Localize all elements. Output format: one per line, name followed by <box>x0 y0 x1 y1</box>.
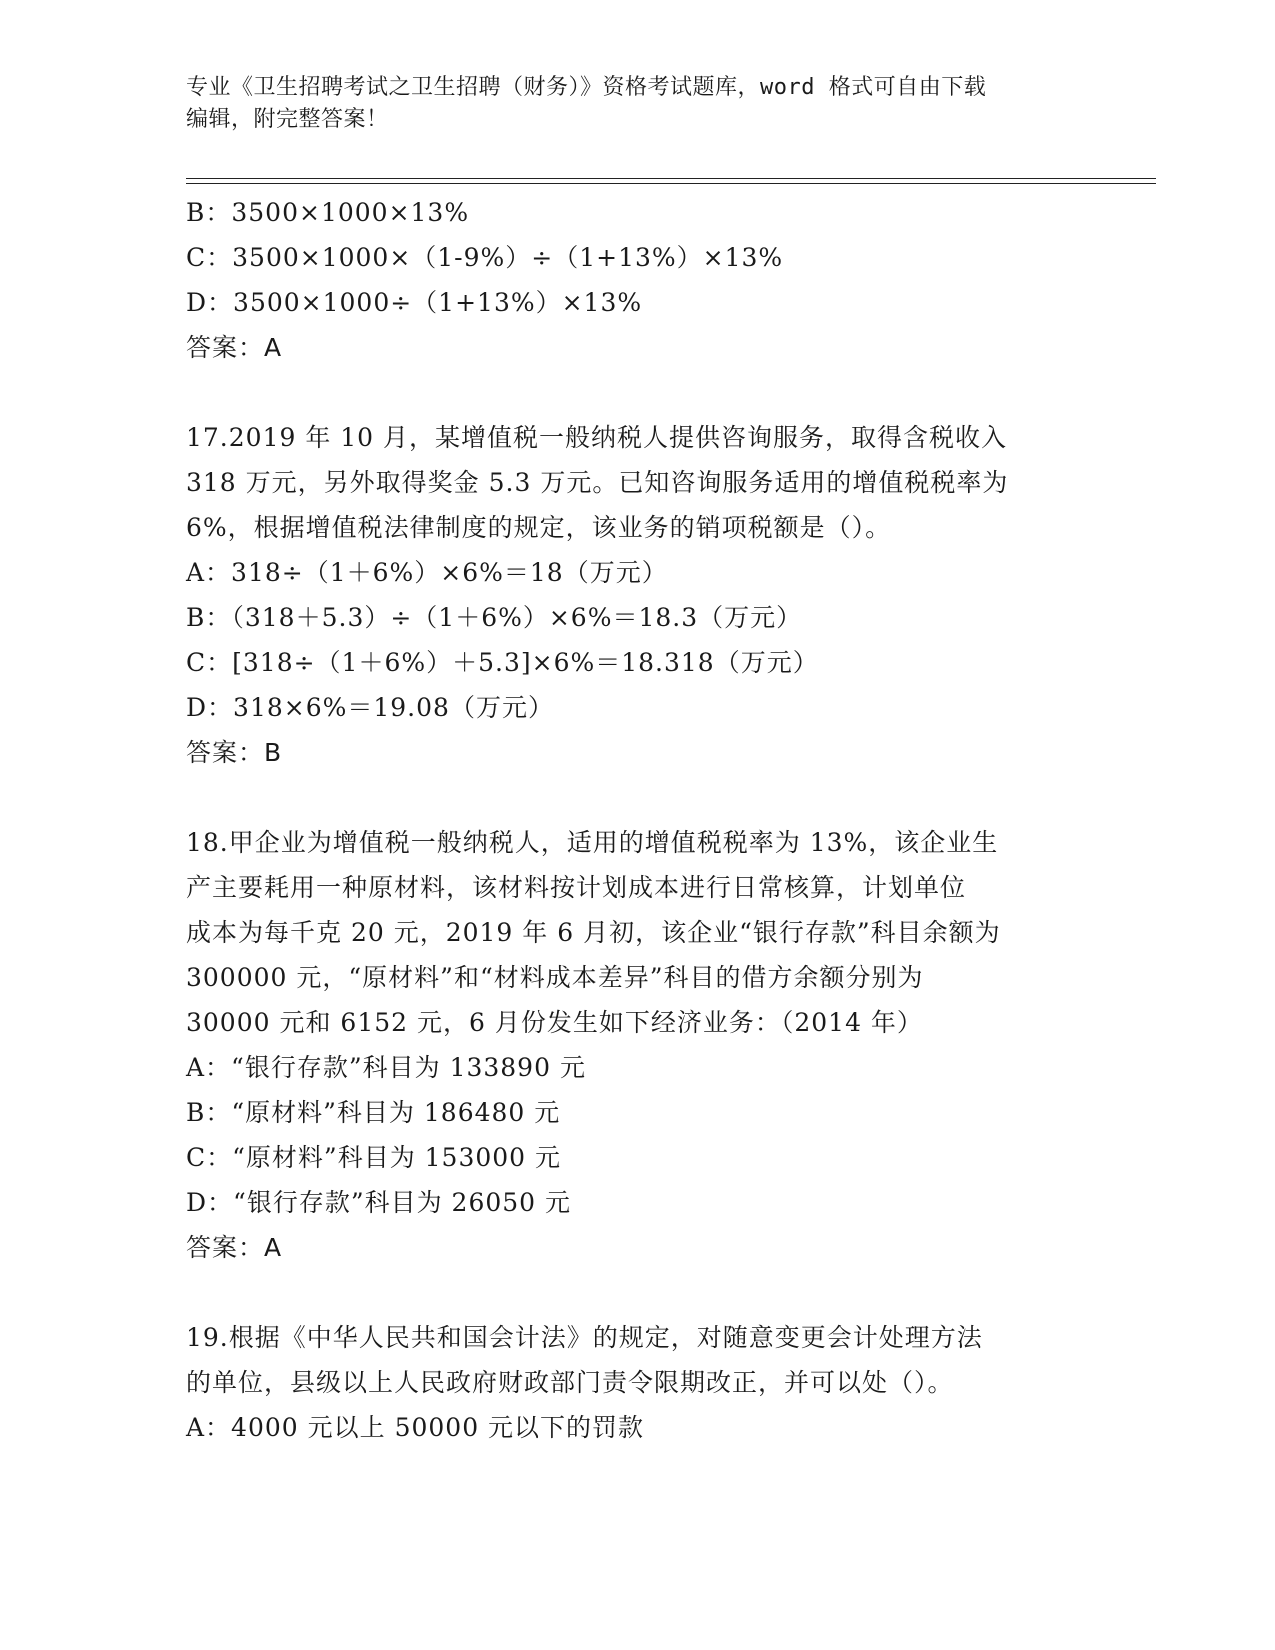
q18-option-d: D：“银行存款”科目为 26050 元 <box>186 1188 572 1217</box>
q18-text-line-2: 产主要耗用一种原材料，该材料按计划成本进行日常核算，计划单位 <box>186 873 967 902</box>
spacer <box>186 1270 1086 1315</box>
q18-answer: 答案：A <box>186 1233 283 1262</box>
question-18 <box>186 820 1086 1270</box>
q19-option-a: A：4000 元以上 50000 元以下的罚款 <box>186 1413 645 1442</box>
q17-option-d: D：318×6%＝19.08（万元） <box>186 693 554 722</box>
header-rule-top <box>186 178 1156 179</box>
spacer <box>186 775 1086 820</box>
q17-text-line-3: 6%，根据增值税法律制度的规定，该业务的销项税额是（）。 <box>186 513 892 542</box>
q17-option-a: A：318÷（1＋6%）×6%＝18（万元） <box>186 558 668 587</box>
q19-text-line-1: 19.根据《中华人民共和国会计法》的规定，对随意变更会计处理方法 <box>186 1323 983 1352</box>
q18-option-a: A：“银行存款”科目为 133890 元 <box>186 1053 586 1082</box>
q18-option-c: C：“原材料”科目为 153000 元 <box>186 1143 562 1172</box>
q19-text-line-2: 的单位，县级以上人民政府财政部门责令限期改正，并可以处（）。 <box>186 1368 954 1397</box>
q17-option-c: C：[318÷（1＋6%）＋5.3]×6%＝18.318（万元） <box>186 648 819 677</box>
q18-option-b: B：“原材料”科目为 186480 元 <box>186 1098 561 1127</box>
q17-answer: 答案：B <box>186 738 283 767</box>
q18-text-line-1: 18.甲企业为增值税一般纳税人，适用的增值税税率为 13%，该企业生 <box>186 828 999 857</box>
q18-text-line-4: 300000 元，“原材料”和“材料成本差异”科目的借方余额分别为 <box>186 963 924 992</box>
question-16 <box>186 190 1086 370</box>
spacer <box>186 370 1086 415</box>
q16-option-c: C：3500×1000×（1-9%）÷（1+13%）×13% <box>186 243 784 272</box>
question-19 <box>186 1315 1086 1450</box>
q16-option-b: B：3500×1000×13% <box>186 198 470 227</box>
header-line-1: 专业《卫生招聘考试之卫生招聘（财务）》资格考试题库，word 格式可自由下载 <box>186 75 987 100</box>
q17-text-line-2: 318 万元，另外取得奖金 5.3 万元。已知咨询服务适用的增值税税率为 <box>186 468 1009 497</box>
q17-text-line-1: 17.2019 年 10 月，某增值税一般纳税人提供咨询服务，取得含税收入 <box>186 423 1008 452</box>
header-rule-bottom <box>186 183 1156 184</box>
question-17 <box>186 415 1086 775</box>
q16-option-d: D：3500×1000÷（1+13%）×13% <box>186 288 643 317</box>
q18-text-line-5: 30000 元和 6152 元，6 月份发生如下经济业务：（2014 年） <box>186 1008 923 1037</box>
q16-answer: 答案：A <box>186 333 283 362</box>
q18-text-line-3: 成本为每千克 20 元，2019 年 6 月初，该企业“银行存款”科目余额为 <box>186 918 1001 947</box>
header-line-2: 编辑，附完整答案！ <box>186 107 389 132</box>
document-header <box>186 72 1066 136</box>
q17-option-b: B：（318＋5.3）÷（1＋6%）×6%＝18.3（万元） <box>186 603 803 632</box>
question-content <box>186 190 1086 1450</box>
